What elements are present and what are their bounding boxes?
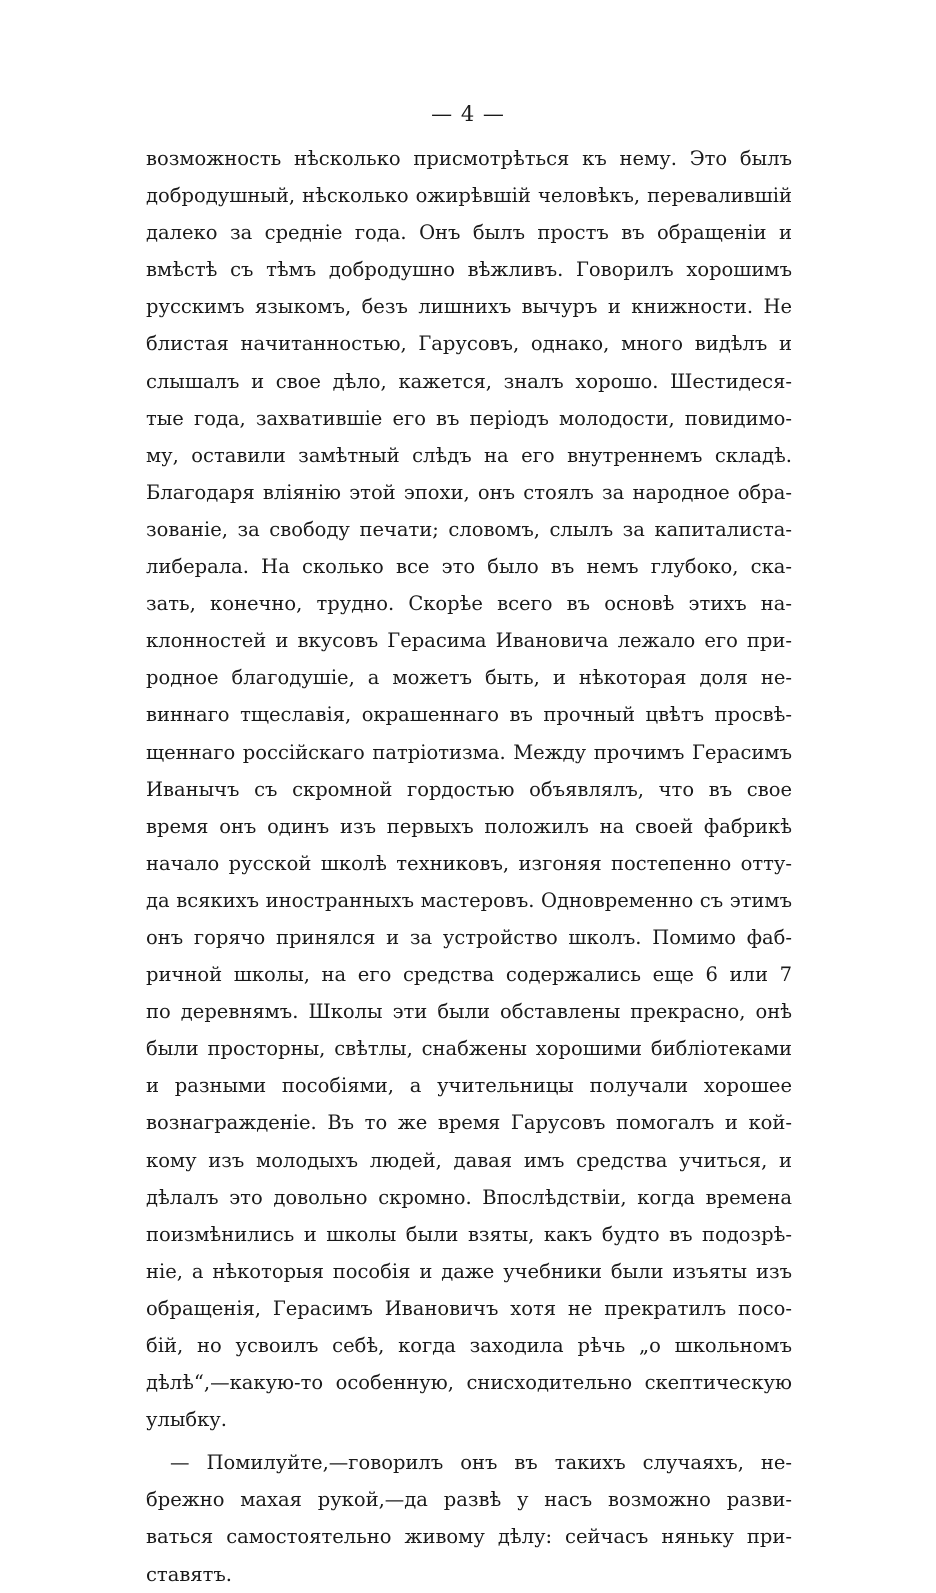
text-line: русскимъ языкомъ, безъ лишнихъ вычуръ и книжности. Не: [146, 295, 792, 319]
text-line: возможность нѣсколько присмотрѣться къ нему. Это былъ: [146, 147, 792, 170]
text-line: да всякихъ иностранныхъ мастеровъ. Одновременно съ этимъ: [146, 888, 792, 912]
page-number: — 4 —: [431, 102, 505, 126]
text-line: клонностей и вкусовъ Герасима Ивановича лежало его при-: [146, 629, 792, 653]
body-text: [146, 140, 792, 1593]
text-line: и разными пособіями, а учительницы получали хорошее: [146, 1074, 792, 1098]
text-line: онъ горячо принялся и за устройство школъ. Помимо фаб-: [146, 925, 792, 949]
text-line: вознагражденіе. Въ то же время Гарусовъ помогалъ и кой-: [146, 1111, 792, 1135]
text-line: дѣлѣ“,—какую-то особенную, снисходительно скептическую: [146, 1371, 792, 1395]
text-line: обращенія, Герасимъ Ивановичъ хотя не прекратилъ посо-: [146, 1296, 792, 1320]
text-line: были просторны, свѣтлы, снабжены хорошими библіотеками: [146, 1037, 792, 1061]
text-line: время онъ одинъ изъ первыхъ положилъ на своей фабрикѣ: [146, 814, 792, 838]
text-line: бій, но усвоилъ себѣ, когда заходила рѣчь „о школьномъ: [146, 1334, 792, 1357]
text-line: ричной школы, на его средства содержались еще 6 или 7: [146, 963, 792, 987]
text-line: кому изъ молодыхъ людей, давая имъ средства учиться, и: [146, 1148, 792, 1172]
text-line: Иванычъ съ скромной гордостью объявлялъ, что въ свое: [146, 777, 792, 801]
text-line: родное благодушіе, а можетъ быть, и нѣкоторая доля не-: [146, 666, 792, 690]
text-line: — Помилуйте,—говорилъ онъ въ такихъ случаяхъ, не-: [170, 1451, 792, 1475]
text-line: по деревнямъ. Школы эти были обставлены прекрасно, онѣ: [146, 1000, 792, 1024]
text-line: тые года, захватившіе его въ періодъ молодости, повидимо-: [146, 406, 792, 430]
text-line: дѣлалъ это довольно скромно. Впослѣдствіи, когда времена: [146, 1185, 792, 1209]
text-line: либерала. На сколько все это было въ немъ глубоко, ска-: [146, 555, 792, 579]
text-line: поизмѣнились и школы были взяты, какъ будто въ подозрѣ-: [146, 1222, 792, 1246]
text-line: Благодаря вліянію этой эпохи, онъ стоялъ за народное обра-: [146, 480, 792, 504]
text-line: брежно махая рукой,—да развѣ у насъ возможно разви-: [146, 1488, 792, 1512]
text-line: улыбку.: [146, 1408, 227, 1432]
text-line: ніе, а нѣкоторыя пособія и даже учебники были изъяты изъ: [146, 1259, 792, 1283]
text-line: ставятъ.: [146, 1562, 233, 1586]
text-line: добродушный, нѣсколько ожирѣвшій человѣкъ, перевалившій: [146, 184, 792, 208]
paragraph: [146, 140, 792, 1438]
text-line: далеко за средніе года. Онъ былъ простъ въ обращеніи и: [146, 221, 792, 245]
text-line: щеннаго россійскаго патріотизма. Между прочимъ Герасимъ: [146, 740, 792, 764]
paragraph: [146, 1444, 792, 1592]
text-line: ваться самостоятельно живому дѣлу: сейчасъ няньку при-: [146, 1525, 792, 1549]
text-line: слышалъ и свое дѣло, кажется, зналъ хорошо. Шестидеся-: [146, 369, 792, 393]
text-line: блистая начитанностью, Гарусовъ, однако, много видѣлъ и: [146, 332, 792, 356]
text-line: зать, конечно, трудно. Скорѣе всего въ основѣ этихъ на-: [146, 592, 792, 616]
text-line: виннаго тщеславія, окрашеннаго въ прочный цвѣтъ просвѣ-: [146, 703, 792, 727]
text-line: вмѣстѣ съ тѣмъ добродушно вѣжливъ. Говорилъ хорошимъ: [146, 258, 792, 282]
text-line: зованіе, за свободу печати; словомъ, слылъ за капиталиста-: [146, 517, 792, 541]
text-line: му, оставили замѣтный слѣдъ на его внутреннемъ складѣ.: [146, 443, 792, 467]
text-line: начало русской школѣ техниковъ, изгоняя постепенно отту-: [146, 851, 792, 875]
